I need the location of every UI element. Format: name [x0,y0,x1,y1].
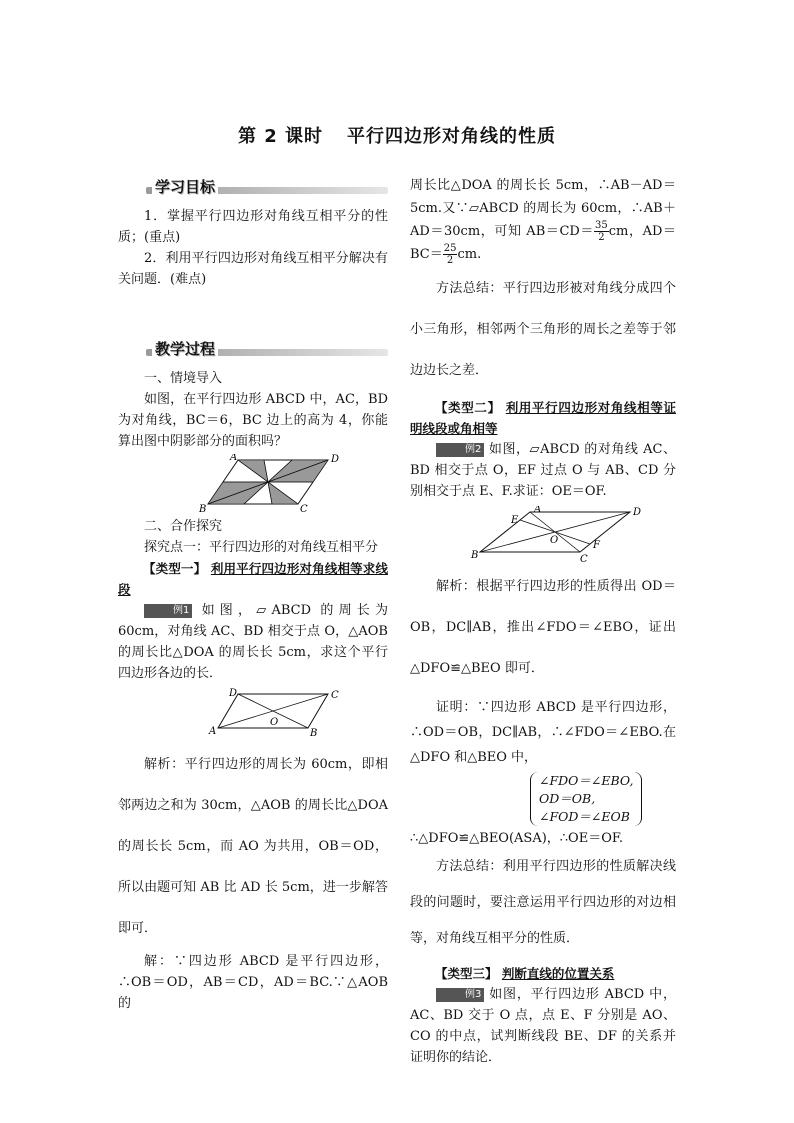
example-3-tag: 例3 [436,988,484,1002]
condition-2: OD＝OB, [539,791,596,806]
example-1-solution-start: 解：∵四边形 ABCD 是平行四边形，∴OB＝OD，AB＝CD，AD＝BC.∵△AOB 的 [118,954,388,1011]
fig1-label-d: D [331,454,340,465]
fig1-label-c: C [300,504,308,515]
section-1-text: 如图，在平行四边形 ABCD 中，AC，BD 为对角线，BC＝6，BC 边上的高为 4，你能算出图中阴影部分的面积吗？ [118,392,388,449]
fig2-label-d: D [229,688,238,699]
fig3-label-f: F [593,540,600,551]
condition-3: ∠FOD＝∠EOB [539,809,630,824]
example-3-body: 如图，平行四边形 ABCD 中，AC、BD 交于 O 点，点 E、F 分别是 AO、CO 的中点，试判断线段 BE、DF 的关系并证明你的结论． [410,987,676,1065]
page-title [0,122,794,148]
type-3-heading [410,963,676,984]
type-1-title: 利用平行四边形对角线相等求线段 [118,561,388,597]
process-header-label: 教学过程 [152,338,218,359]
figure-parallelogram-ef [410,506,676,562]
type-3-title: 判断直线的位置关系 [501,966,615,981]
example-3-text [410,984,676,1068]
example-2-tag: 例2 [436,443,484,457]
type-2-title: 利用平行四边形对角线相等证明线段或角相等 [410,400,676,436]
fig3-label-d: D [633,507,642,518]
goal-item-2: 2．利用平行四边形对角线互相平分解决有关问题．(难点) [118,251,388,287]
fig2-label-b: B [310,728,318,738]
example-2-body: 如图，▱ABCD 的对角线 AC、BD 相交于点 O，EF 过点 O 与 AB、CD 分别相交于点 E、F.求证：OE＝OF. [410,442,676,499]
condition-1: ∠FDO＝∠EBO, [539,773,634,788]
figure-parallelogram-diagonals [118,688,388,738]
example-2-analysis: 解析：根据平行四边形的性质得出 OD＝OB，DC∥AB，推出∠FDO＝∠EBO，证出△DFO≌△BEO 即可． [410,579,676,676]
example-1-tag: 例1 [144,604,192,618]
type-1-bracket: 【类型一】 [143,561,207,576]
solution-part-3: cm. [457,247,482,262]
lesson-title: 平行四边形对角线的性质 [347,126,557,147]
congruence-conditions [530,772,676,826]
goal-item-1: 1．掌握平行四边形对角线互相平分的性质；(重点) [118,209,388,245]
fraction-25-2: $\frac{25}{2}$ [443,243,457,266]
fig3-label-a: A [534,506,542,515]
solution-part-1: 周长比△DOA 的周长长 5cm，∴AB－AD＝5cm.又∵▱ABCD 的周长为 60cm，∴AB＋AD＝30cm，可知 AB＝CD＝ [410,178,676,239]
brace-conditions [530,772,642,826]
type-1-heading [118,558,388,600]
fig3-label-e: E [511,515,519,526]
fig2-label-a: A [209,726,217,737]
right-column [410,174,676,1068]
example-1-body: 如图，▱ABCD 的周长为 60cm，对角线 AC、BD 相交于点 O，△AOB 的周长比△DOA 的周长长 5cm，求这个平行四边形各边的长． [118,603,388,681]
example-2-proof-start: 证明：∵四边形 ABCD 是平行四边形，∴OD＝OB，DC∥AB，∴∠FDO＝∠EBO.在△DFO 和△BEO 中， [410,700,676,765]
explore-point-1: 探究点一：平行四边形的对角线互相平分 [144,540,379,555]
process-header [118,338,388,362]
fig3-label-c: C [580,554,588,562]
fig1-label-b: B [199,504,207,515]
solution-part-2: cm，AD＝BC＝ [410,224,677,262]
fig2-label-o: O [270,717,279,728]
lesson-number: 第 2 课时 [237,126,324,147]
example-1-text [118,600,388,684]
goals-header-label: 学习目标 [152,176,218,197]
example-1-solution-continued [410,174,676,266]
fig1-label-a: A [230,454,238,463]
left-column [118,176,388,1014]
fig3-label-o: O [550,535,559,546]
figure-shaded-parallelogram [118,454,388,516]
example-2-summary: 方法总结：利用平行四边形的性质解决线段的问题时，要注意运用平行四边形的对边相等，对角线互相平分的性质． [410,859,676,946]
fraction-35-2: $\frac{35}{2}$ [595,220,608,243]
fig2-label-c: C [331,690,339,701]
section-2-title: 二、合作探究 [144,519,223,534]
goals-header [118,176,388,200]
type-2-heading [410,397,676,439]
example-2-text [410,439,676,502]
example-1-analysis: 解析：平行四边形的周长为 60cm，即相邻两边之和为 30cm，△AOB 的周长比△DOA 的周长长 5cm，而 AO 为共用，OB＝OD，所以由题可知 AB 比 AD 长 5cm，进一步解答即可． [118,757,388,936]
type-3-bracket: 【类型三】 [435,966,498,981]
section-1-title: 一、情境导入 [144,371,223,386]
type-2-bracket: 【类型二】 [435,400,501,415]
example-1-summary: 方法总结：平行四边形被对角线分成四个小三角形，相邻两个三角形的周长之差等于邻边边长之差． [410,281,676,378]
fig3-label-b: B [471,550,479,561]
example-2-proof-end: ∴△DFO≌△BEO(ASA)，∴OE＝OF. [410,831,623,846]
